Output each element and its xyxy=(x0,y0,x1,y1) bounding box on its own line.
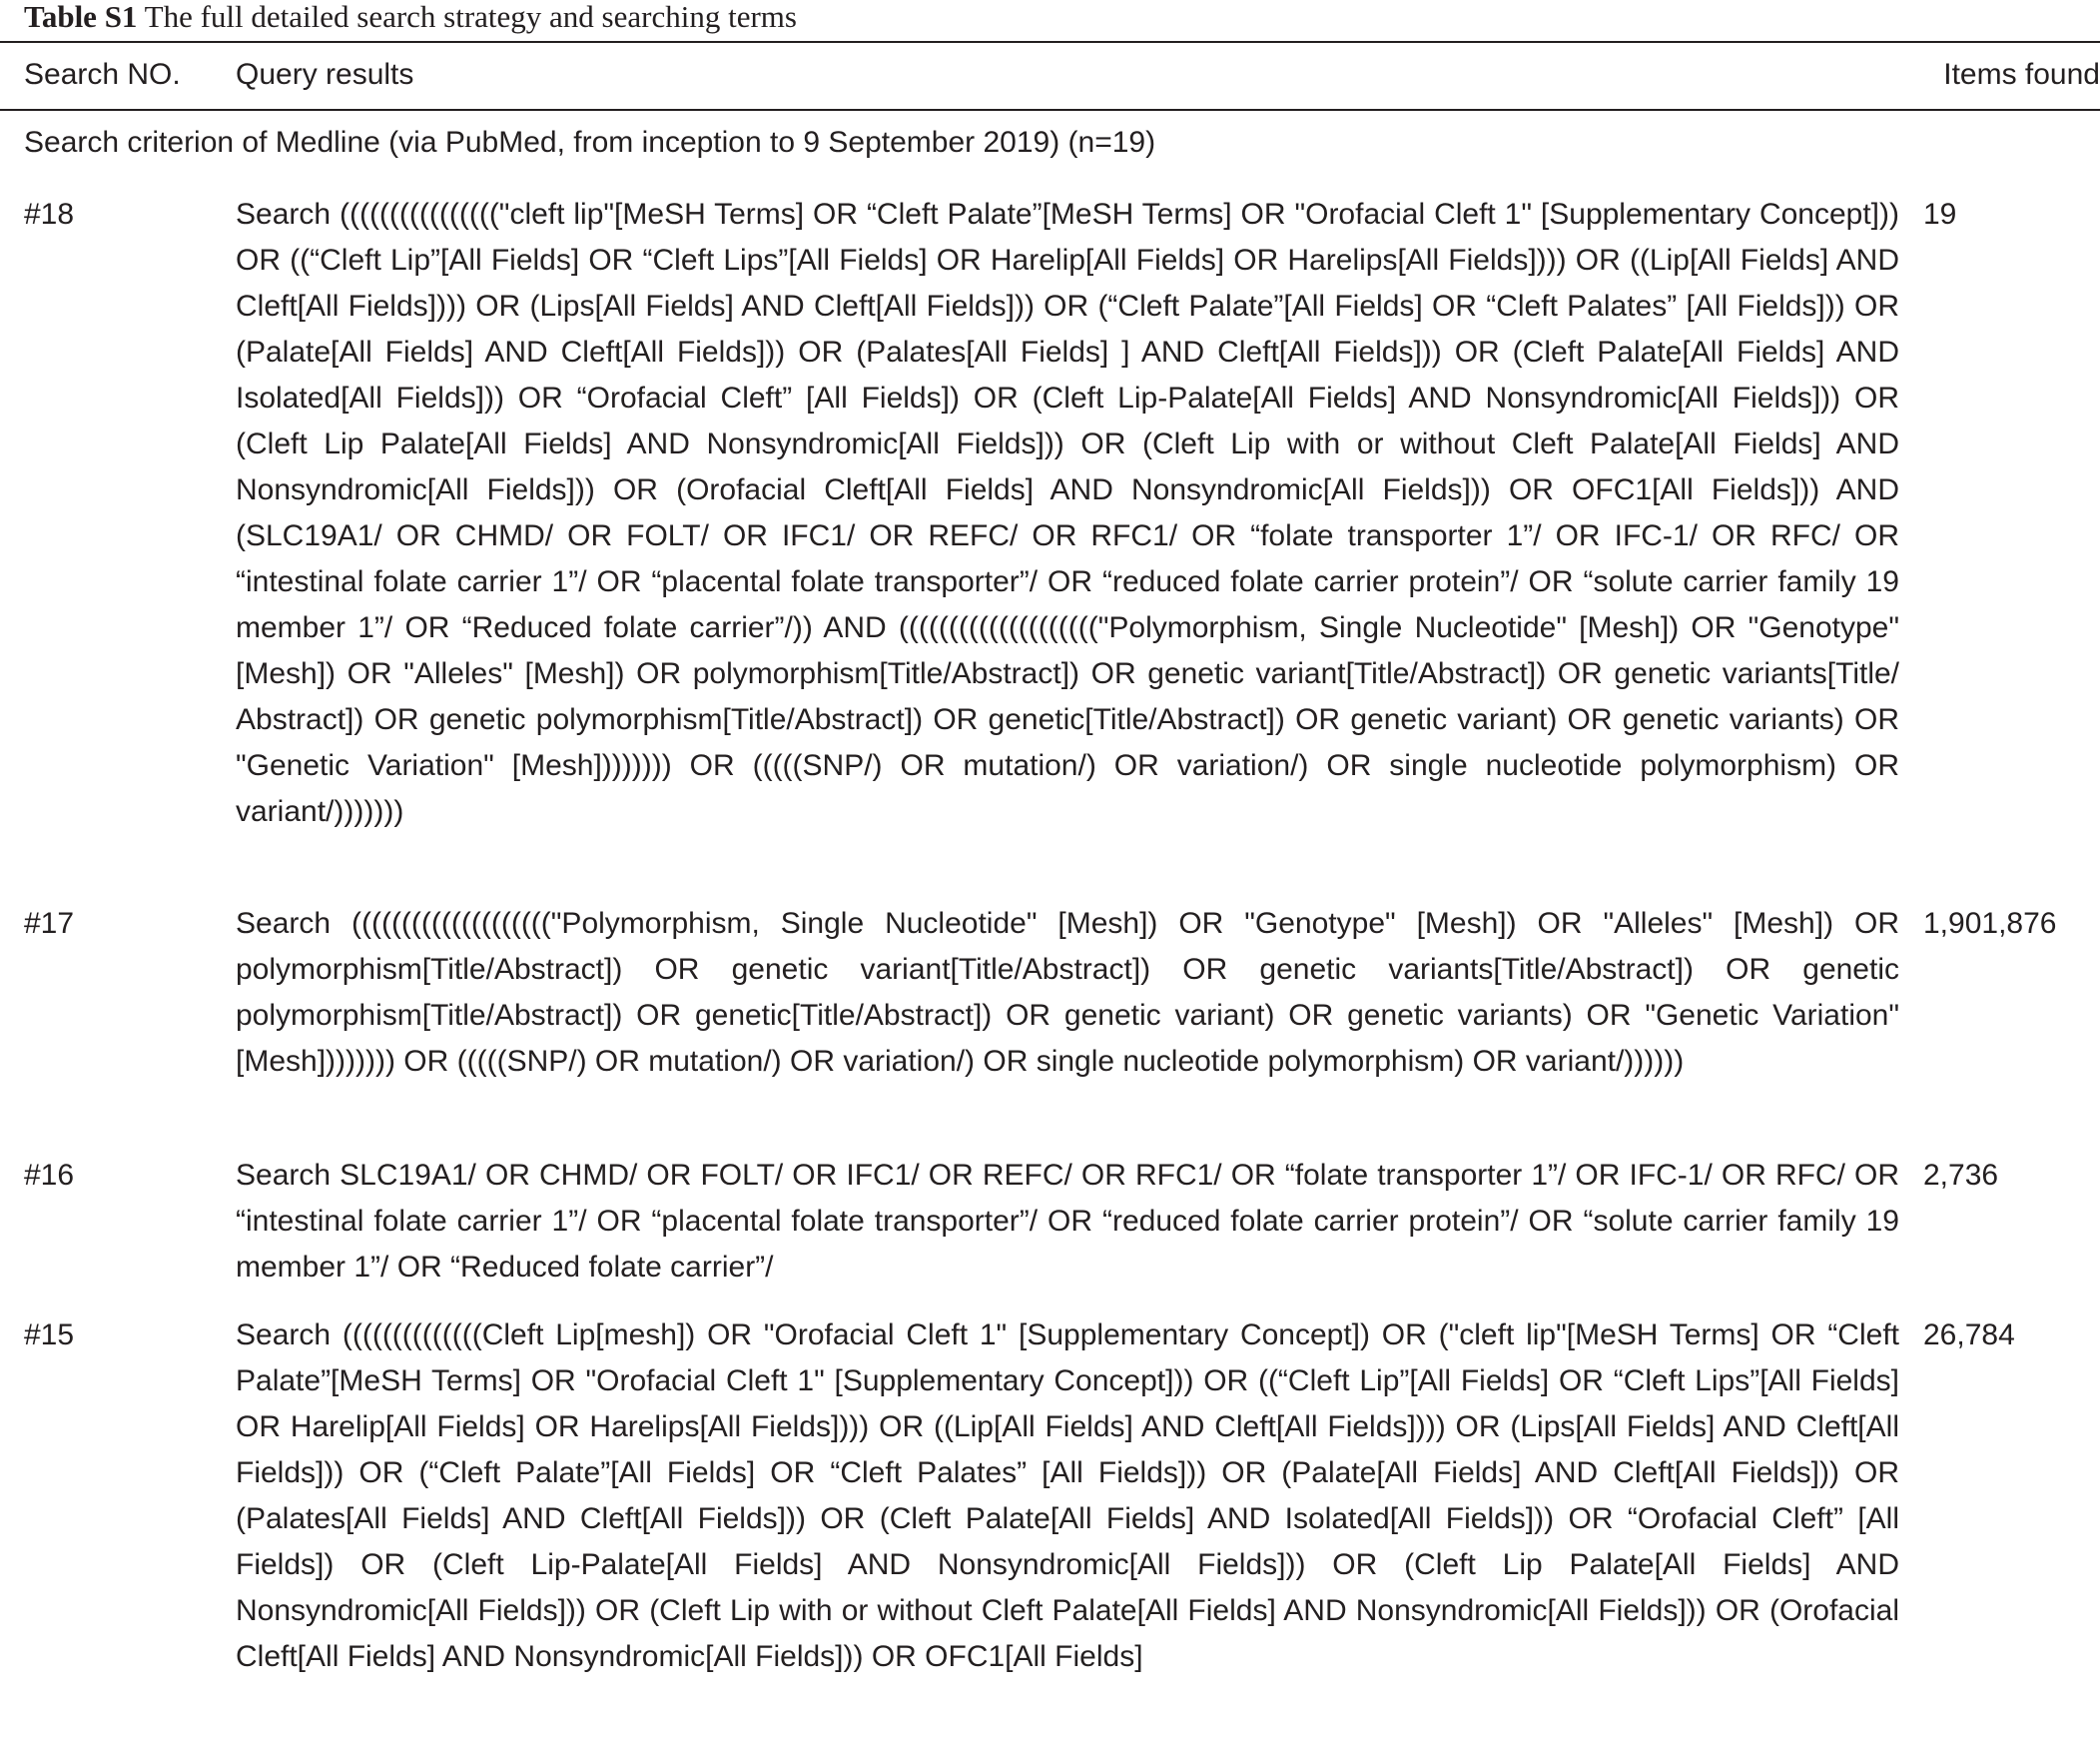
query-text: Search (((((((((((((((("cleft lip"[MeSH Terms] OR “Cleft Palate”[MeSH Terms] OR "Orofacial Cleft 1" [Supplementary Concept])) OR ((“Cleft Lip”[All Fields] OR “Cleft Lips”[All Fields] OR Harelip[All Fields] OR Harelips[All Fields]))) OR ((Lip[All Fields] AND Cleft[All Fields]))) OR (Lips[All Fields] AND Cleft[All Fields])) OR (“Cleft Palate”[All Fields] OR “Cleft Palates” [All Fields])) OR (Palate[All Fields] AND Cleft[All Fields])) OR (Palates[All Fields] ] AND Cleft[All Fields])) OR (Cleft Palate[All Fields] AND Isolated[All Fields])) OR “Orofacial Cleft” [All Fields]) OR (Cleft Lip-Palate[All Fields] AND Nonsyndromic[All Fields])) OR (Cleft Lip Palate[All Fields] AND Nonsyndromic[All Fields])) OR (Cleft Lip with or without Cleft Palate[All Fields] AND Nonsyndromic[All Fields])) OR (Orofacial Cleft[All Fields] AND Nonsyndromic[All Fields])) OR OFC1[All Fields])) AND (SLC19A1/ OR CHMD/ OR FOLT/ OR IFC1/ OR REFC/ OR RFC1/ OR “folate transporter 1”/ OR IFC-1/ OR RFC/ OR “intestinal folate carrier 1”/ OR “placental folate transporter”/ OR “reduced folate carrier protein”/ OR “solute carrier family 19 member 1”/ OR “Reduced folate carrier”/)) AND (((((((((((((((((((("Polymorphism, Single Nucleotide" [Mesh]) OR "Genotype" [Mesh]) OR "Alleles" [Mesh]) OR polymorphism[Title/Abstract]) OR genetic variant[Title/Abstract]) OR genetic variants[Title/ Abstract]) OR genetic polymorphism[Title/Abstract]) OR genetic[Title/Abstract]) OR genetic variant) OR genetic variants) OR "Genetic Variation" [Mesh]))))))) OR (((((SNP/) OR mutation/) OR variation/) OR single nucleotide polymorphism) OR variant/))))))) xyxy=(236,198,1899,828)
section-title: Search criterion of Medline (via PubMed, from inception to 9 September 2019) (n=19) xyxy=(24,126,1156,159)
query-text: Search (((((((((((((((((((("Polymorphism, Single Nucleotide" [Mesh]) OR "Genotype" [Mesh]) OR "Alleles" [Mesh]) OR polymorphism[Title/Abstract]) OR genetic variant[Title/Abstract]) OR genetic variants[Title/Abstract]) OR genetic polymorphism[Title/Abstract]) OR genetic[Title/Abstract]) OR genetic variant) OR genetic variants) OR "Genetic Variation" [Mesh]))))))) OR (((((SNP/) OR mutation/) OR variation/) OR single nucleotide polymorphism) OR variant/)))))) xyxy=(236,907,1899,1078)
header-items-found: Items found xyxy=(1943,58,2100,91)
table-caption-text: The full detailed search strategy and searching terms xyxy=(144,0,797,34)
header-search-no: Search NO. xyxy=(24,58,181,91)
search-number: #17 xyxy=(24,907,75,940)
search-number: #16 xyxy=(24,1159,75,1192)
items-found: 1,901,876 xyxy=(1923,907,2057,940)
query-text: Search SLC19A1/ OR CHMD/ OR FOLT/ OR IFC1/ OR REFC/ OR RFC1/ OR “folate transporter 1”/ OR IFC-1/ OR RFC/ OR “intestinal folate carrier 1”/ OR “placental folate transporter”/ OR “reduced folate carrier protein”/ OR “solute carrier family 19 member 1”/ OR “Reduced folate carrier”/ xyxy=(236,1159,1899,1284)
items-found: 26,784 xyxy=(1923,1318,2015,1351)
search-number: #18 xyxy=(24,198,75,231)
table-header-rule xyxy=(0,109,2100,111)
table-caption xyxy=(24,0,797,34)
items-found: 19 xyxy=(1923,198,1957,231)
query-text: Search ((((((((((((((Cleft Lip[mesh]) OR "Orofacial Cleft 1" [Supplementary Concept]) OR ("cleft lip"[MeSH Terms] OR “Cleft Palate”[MeSH Terms] OR "Orofacial Cleft 1" [Supplementary Concept])) OR ((“Cleft Lip”[All Fields] OR “Cleft Lips”[All Fields] OR Harelip[All Fields] OR Harelips[All Fields]))) OR ((Lip[All Fields] AND Cleft[All Fields]))) OR (Lips[All Fields] AND Cleft[All Fields])) OR (“Cleft Palate”[All Fields] OR “Cleft Palates” [All Fields])) OR (Palate[All Fields] AND Cleft[All Fields])) OR (Palates[All Fields] AND Cleft[All Fields])) OR (Cleft Palate[All Fields] AND Isolated[All Fields])) OR “Orofacial Cleft” [All Fields]) OR (Cleft Lip-Palate[All Fields] AND Nonsyndromic[All Fields])) OR (Cleft Lip Palate[All Fields] AND Nonsyndromic[All Fields])) OR (Cleft Lip with or without Cleft Palate[All Fields] AND Nonsyndromic[All Fields])) OR (Orofacial Cleft[All Fields] AND Nonsyndromic[All Fields])) OR OFC1[All Fields] xyxy=(236,1318,1899,1673)
items-found: 2,736 xyxy=(1923,1159,1999,1192)
header-query-results: Query results xyxy=(236,58,414,91)
table-caption-label: Table S1 xyxy=(24,0,138,34)
table-header-row xyxy=(0,41,2100,109)
search-number: #15 xyxy=(24,1318,75,1351)
